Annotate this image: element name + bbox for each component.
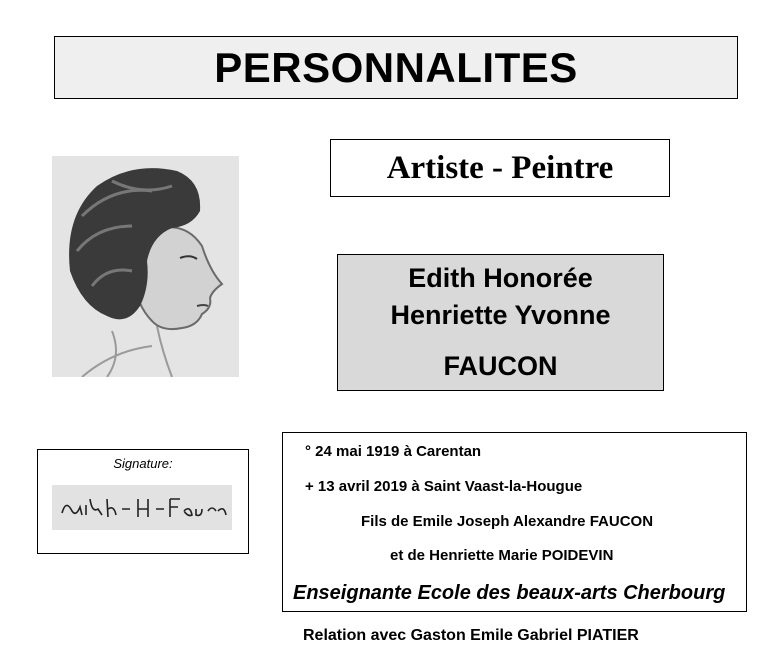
death-info: + 13 avril 2019 à Saint Vaast-la-Hougue [305, 478, 583, 495]
biography-box [282, 432, 747, 612]
relation-text: Relation avec Gaston Emile Gabriel PIATIER [303, 627, 639, 644]
name-box [337, 254, 664, 391]
father-info: Fils de Emile Joseph Alexandre FAUCON [361, 513, 654, 530]
signature-label: Signature: [113, 456, 173, 471]
occupation-info: Enseignante Ecole des beaux-arts Cherbourg [293, 582, 726, 604]
page-title: PERSONNALITES [214, 43, 578, 91]
title-box [54, 36, 738, 99]
mother-info: et de Henriette Marie POIDEVIN [390, 547, 614, 564]
name-line-1: Edith Honorée [408, 263, 593, 293]
role-title: Artiste - Peintre [386, 149, 614, 186]
name-line-3: FAUCON [443, 351, 558, 381]
name-line-2: Henriette Yvonne [390, 300, 611, 330]
signature-image [52, 485, 232, 530]
birth-info: ° 24 mai 1919 à Carentan [305, 443, 482, 460]
role-box [330, 139, 670, 197]
signature-box [37, 449, 249, 554]
portrait-image [52, 156, 239, 377]
